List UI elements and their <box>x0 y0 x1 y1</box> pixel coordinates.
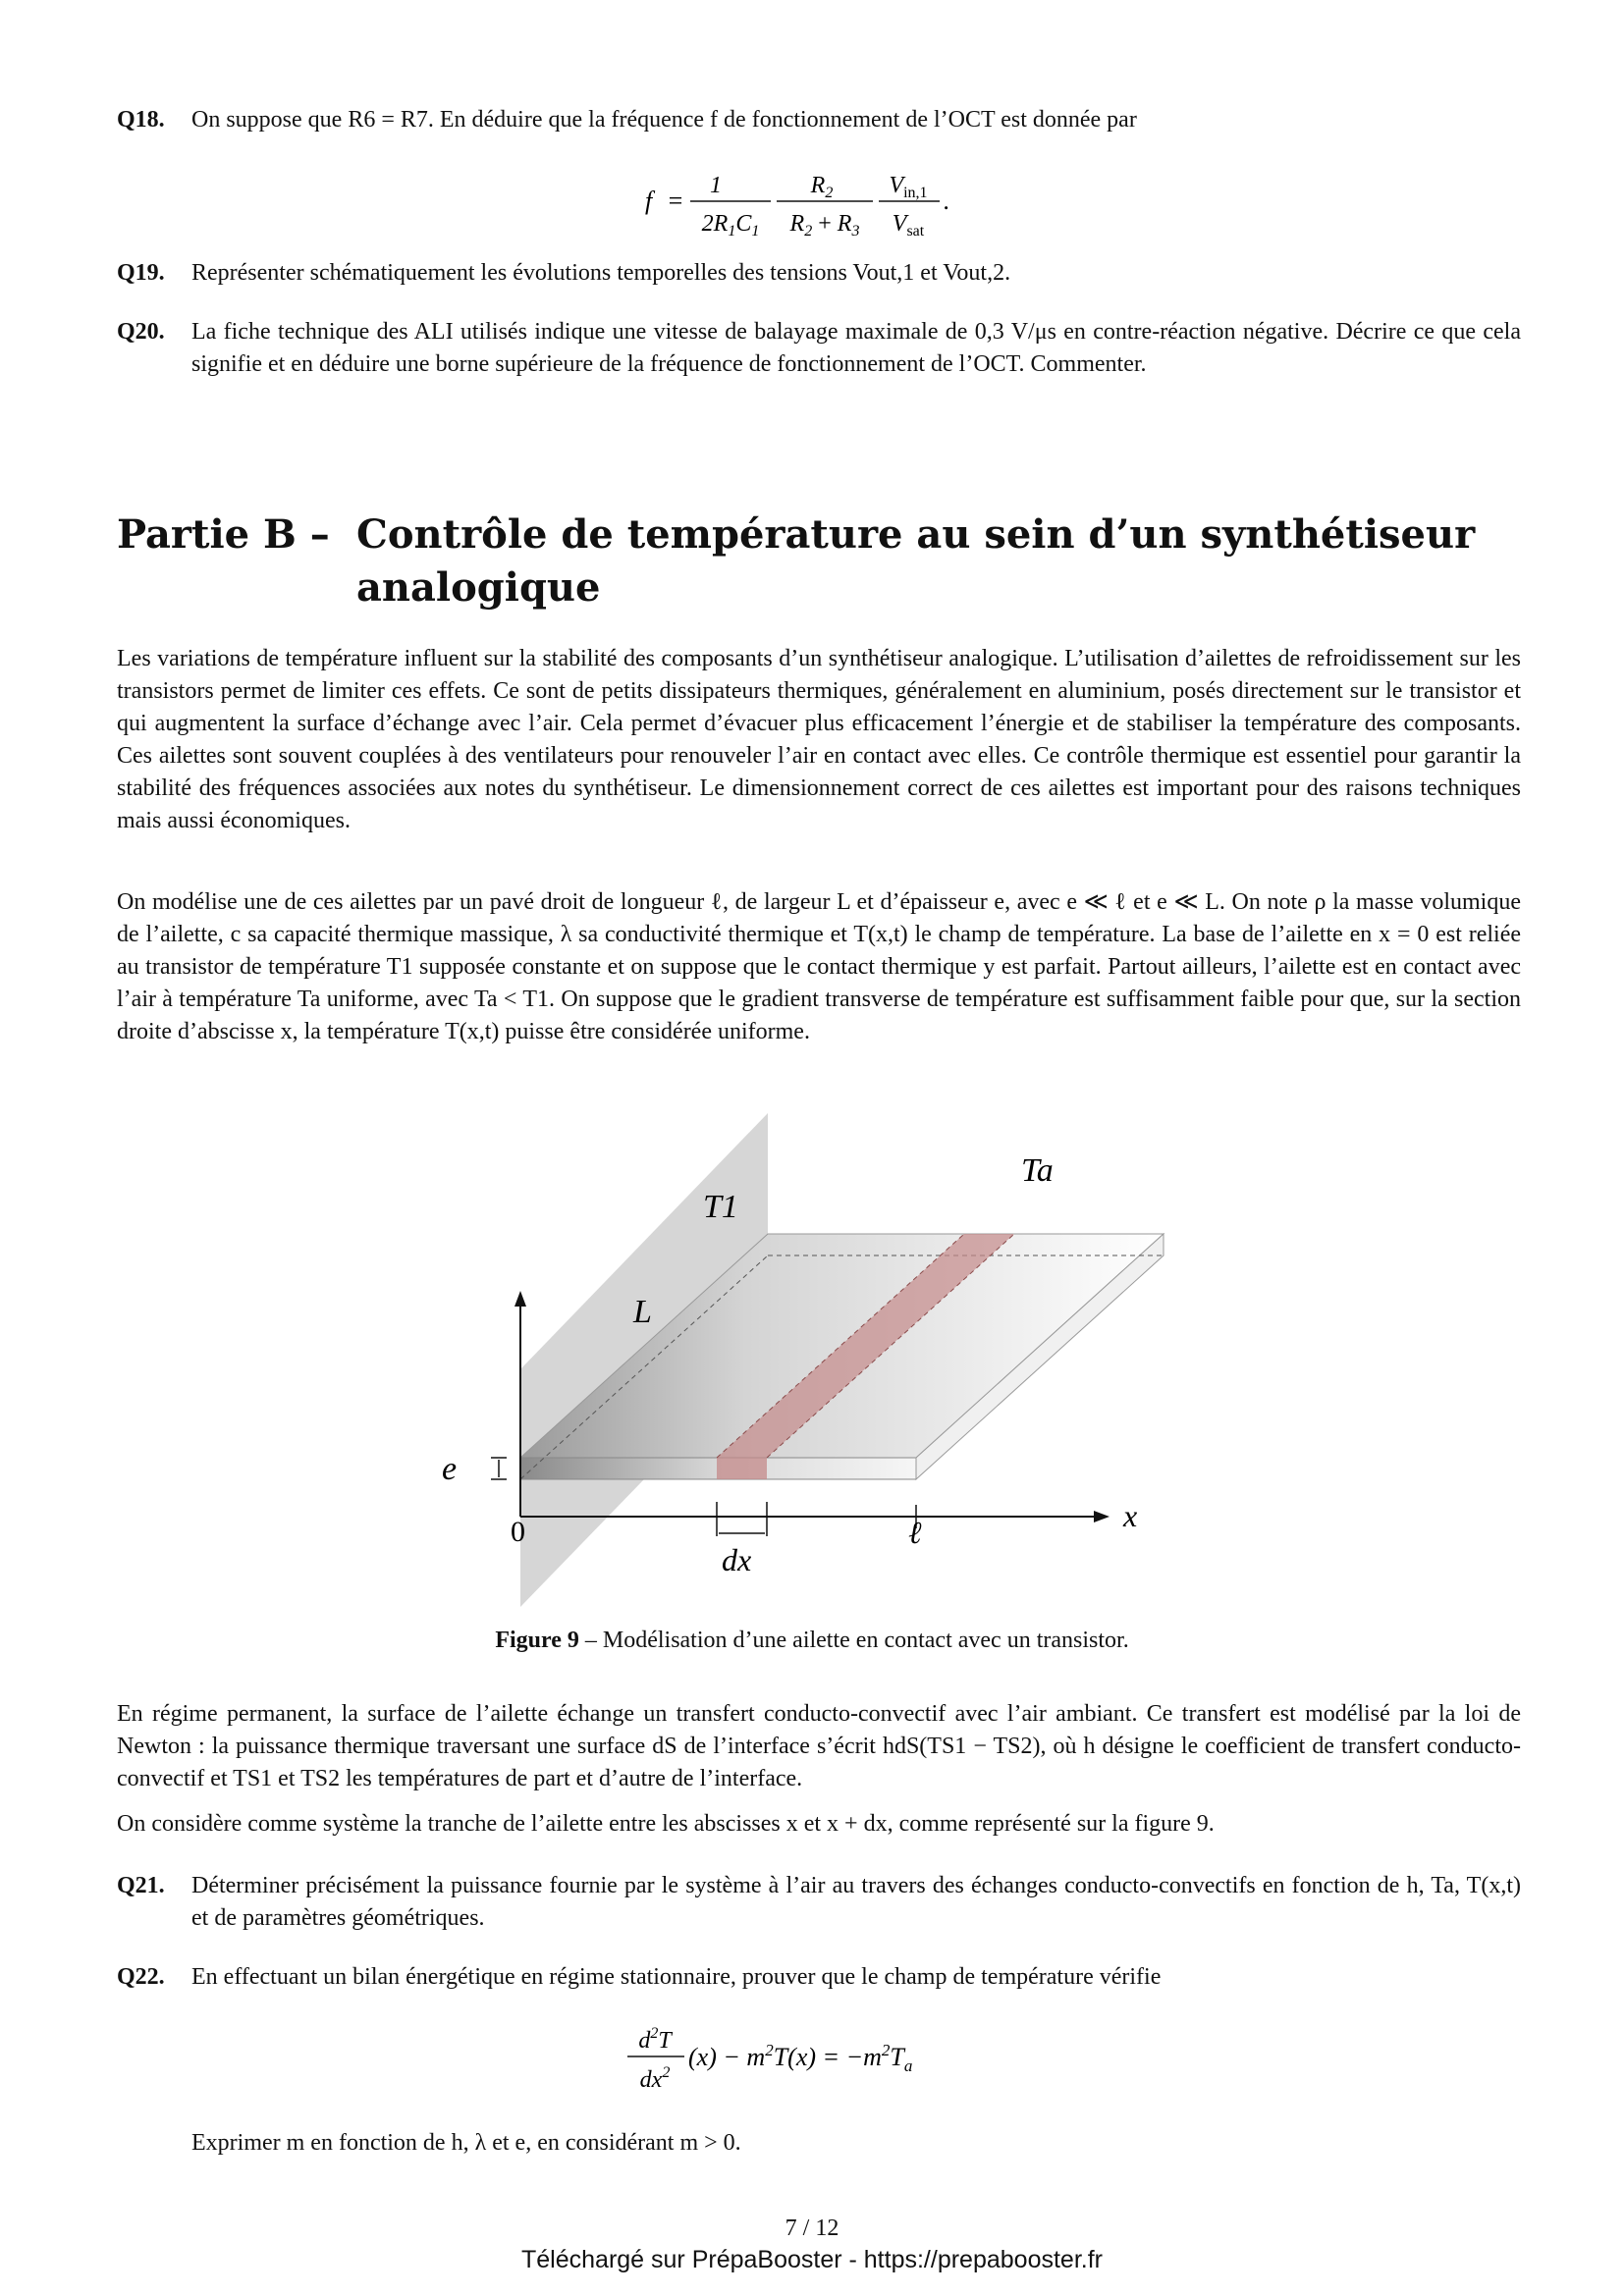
part-b-label: Partie B – <box>117 511 330 558</box>
question-text: On suppose que R6 = R7. En déduire que la fréquence f de fonctionnement de l’OCT est donnée par <box>191 107 1137 133</box>
question-text: La fiche technique des ALI utilisés indique une vitesse de balayage maximale de 0,3 V/μs en contre-réaction négative. Décrire ce que cela signifie et en déduire une borne supérieure de la fréquence de fonctionnement de l’OCT. Commenter. <box>191 319 1521 377</box>
download-footer[interactable]: Téléchargé sur PrépaBooster - https://prepabooster.fr <box>521 2246 1103 2273</box>
paragraph-system: On considère comme système la tranche de l’ailette entre les abscisses x et x + dx, comme représenté sur la figure 9. <box>117 1811 1215 1837</box>
svg-text:Vsat: $V_{sat}$ <box>892 211 925 240</box>
caption-label: Figure 9 <box>495 1628 579 1653</box>
question-q21 <box>117 1870 1521 1935</box>
figure-9-fin-diagram <box>422 1104 1168 1615</box>
caption-text: – Modélisation d’une ailette en contact avec un transistor. <box>578 1628 1129 1653</box>
svg-text:R2 + R3: $R_2 + R_3$ <box>789 211 860 240</box>
question-number: Q20. <box>117 319 165 345</box>
svg-text:dx2: $dx^2$ <box>639 2064 671 2093</box>
label-ta: Ta <box>1021 1152 1054 1189</box>
svg-text:(x) − m2T(x) = −m2Ta: $(x) - m^2T(x) = -m^2T_a$ <box>688 2041 913 2075</box>
figure-caption <box>0 1628 1624 1654</box>
equation-heat <box>0 2012 1624 2108</box>
frequency-formula <box>645 157 979 245</box>
svg-text:d2T: $d^2T$ <box>638 2025 672 2054</box>
svg-text:R2: $R_2$ <box>810 173 834 201</box>
label-l: L <box>633 1294 652 1330</box>
heat-equation <box>625 2012 999 2101</box>
part-b-heading: Contrôle de température au sein d’un synthétiseur analogique <box>356 511 1476 611</box>
q22-followup <box>117 2127 1521 2160</box>
question-number: Q22. <box>117 1964 165 1990</box>
question-q20 <box>117 316 1521 381</box>
label-e: e <box>442 1451 458 1487</box>
slice-dx-front <box>717 1458 767 1479</box>
svg-text:f: f <box>645 187 653 215</box>
label-dx: dx <box>722 1542 752 1577</box>
question-text: En effectuant un bilan énergétique en régime stationnaire, prouver que le champ de température vérifie <box>191 1964 1162 1990</box>
paragraph-newton: En régime permanent, la surface de l’ailette échange un transfert conducto-convectif avec l’air ambiant. Ce transfert est modélisé par la loi de Newton : la puissance thermique traversant une surface dS de l’interface s’écrit hdS(TS1 − TS2), où h désigne le coefficient de transfert conducto-convectif et TS1 et TS2 les températures de part et d’autre de l’interface. <box>117 1701 1521 1791</box>
question-q18 <box>117 104 1521 136</box>
label-x: x <box>1123 1498 1138 1533</box>
page-number: 7 / 12 <box>785 2216 839 2241</box>
svg-text:1: 1 <box>710 173 722 198</box>
question-text: Déterminer précisément la puissance fournie par le système à l’air au travers des échanges conducto-convectifs en fonction de h, Ta, T(x,t) et de paramètres géométriques. <box>191 1873 1521 1931</box>
question-text: Représenter schématiquement les évolutions temporelles des tensions Vout,1 et Vout,2. <box>191 260 1011 286</box>
part-b-title <box>117 508 1531 614</box>
label-origin: 0 <box>511 1516 525 1548</box>
question-q22 <box>117 1961 1521 1994</box>
paragraph-model: On modélise une de ces ailettes par un pavé droit de longueur ℓ, de largeur L et d’épaisseur e, avec e ≪ ℓ et e ≪ L. On note ρ la masse volumique de l’ailette, c sa capacité thermique massique, λ sa conductivité thermique et T(x,t) le champ de température. La base de l’ailette en x = 0 est reliée au transistor de température T1 supposée constante et on suppose que le contact thermique y est parfait. Partout ailleurs, l’ailette est en contact avec l’air à température Ta uniforme, avec Ta < T1. On suppose que le gradient transverse de température est suffisamment faible pour que, sur la section droite d’abscisse x, la température T(x,t) puisse être considérée uniforme. <box>117 889 1521 1044</box>
question-q19 <box>117 257 1521 290</box>
question-number: Q19. <box>117 260 165 286</box>
svg-text:2R1C1: $2R_1C_1$ <box>701 211 760 240</box>
paragraph-intro: Les variations de température influent sur la stabilité des composants d’un synthétiseur analogique. L’utilisation d’ailettes de refroidissement sur les transistors permet de limiter ces effets. Ce sont de petits dissipateurs thermiques, généralement en aluminium, posés directement sur le transistor et qui augmentent la surface d’échange avec l’air. Cela permet d’évacuer plus efficacement l’énergie et de stabiliser la température des composants. Ces ailettes sont souvent couplées à des ventilateurs pour renouveler l’air en contact avec elles. Ce contrôle thermique est essentiel pour garantir la stabilité des fréquences associées aux notes du synthétiseur. Le dimensionnement correct de ces ailettes est important pour des raisons techniques mais aussi économiques. <box>117 646 1521 833</box>
label-ell: ℓ <box>908 1515 922 1550</box>
svg-text:Vin,1: $V_{in,1}$ <box>889 173 928 201</box>
equation-frequency <box>0 157 1624 252</box>
svg-text:=: = <box>667 187 684 215</box>
svg-text:.: . <box>944 187 950 215</box>
question-number: Q18. <box>117 107 165 133</box>
question-followup-text: Exprimer m en fonction de h, λ et e, en considérant m > 0. <box>191 2130 741 2156</box>
label-t1: T1 <box>703 1189 738 1225</box>
question-number: Q21. <box>117 1873 165 1898</box>
